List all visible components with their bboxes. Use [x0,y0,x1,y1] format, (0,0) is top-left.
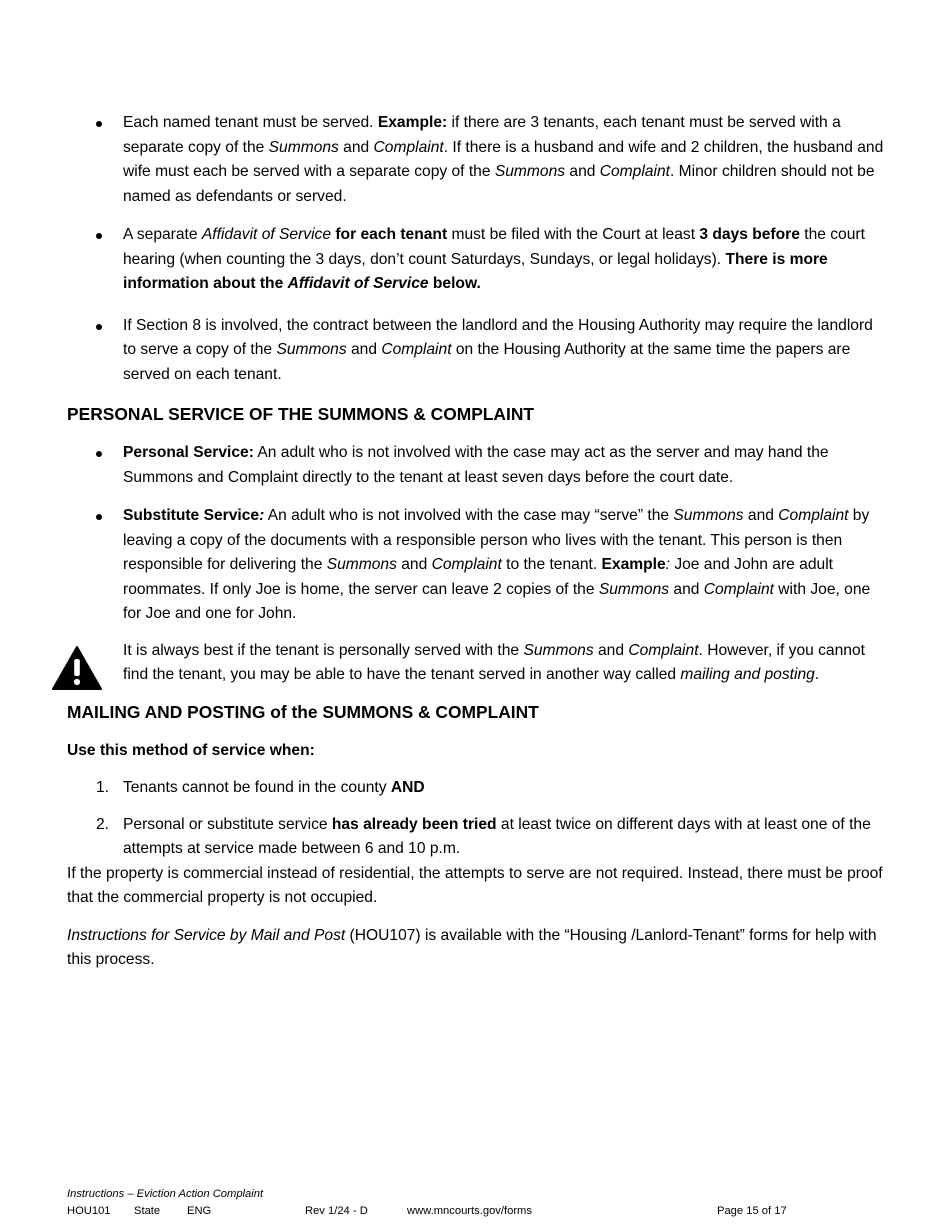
text-run: Complaint [628,641,699,659]
text-run: Personal Service: [123,444,254,461]
bullet-icon [96,121,102,127]
text-run: by leaving a copy of the documents with a responsible person who lives with the tenant. This person is then responsible for delivering the [123,507,870,573]
page-footer [67,1186,887,1220]
text-run: Tenants cannot be found in the county [123,779,391,796]
text-run: on the Housing Authority at the same time the papers are served on each tenant. [123,341,851,383]
list-item [67,441,887,490]
text-run: Complaint [778,507,849,524]
item-number: 2. [96,815,110,833]
text-run: Personal or substitute service [123,815,332,833]
form-state: State [134,1204,161,1217]
text-run: must be filed with the Court at least [447,226,700,243]
text-run: It is always best if the tenant is personally served with the [123,641,524,659]
text-run: and [338,138,374,156]
text-run: Complaint [703,580,774,598]
text-run: A separate [123,226,202,243]
text-run: and [669,580,704,598]
text-run: with Joe, one for Joe and one for John. [123,580,871,622]
footer-title: Instructions – Eviction Action Complaint [67,1188,264,1200]
commercial-note [67,862,887,911]
forms-url: www.mncourts.gov/forms [407,1204,532,1217]
footer-row [67,1203,887,1220]
paragraph [123,813,887,862]
list-item [67,504,887,627]
list-item [67,223,887,297]
text-run: and [565,163,600,180]
text-run: and [743,507,779,524]
instructions-note [67,924,887,973]
text-run: if there are 3 tenants, each tenant must be served with a separate copy of the [123,114,841,156]
text-run: : [259,507,265,524]
method-label: Use this method of service when: [67,741,315,759]
section-heading-mailing-posting: MAILING AND POSTING of the SUMMONS & COMPLAINT [67,701,539,722]
text-run: Substitute Service [123,507,260,524]
text-run: Affidavit of Service [201,226,332,243]
page-number: Page 15 of 17 [717,1204,787,1217]
paragraph [123,441,887,490]
text-run: Summons [523,641,594,659]
text-run: . Minor children should not be named as defendants or served. [123,163,875,205]
text-run: Summons [673,507,744,524]
text-run: Complaint [373,138,444,156]
warning-text [123,639,887,688]
text-run: Summons [326,556,397,573]
bullet-icon [96,451,102,457]
text-run: Summons [268,138,339,156]
bullet-icon [96,233,102,239]
text-run: Summons [276,341,347,358]
text-run: . [814,666,820,683]
numbered-item [67,813,887,862]
paragraph [123,776,887,801]
text-run: An adult who is not involved with the case may act as the server and may hand the Summons and Complaint directly to the tenant at least seven days before the court date. [123,444,829,486]
text-run: Complaint [381,341,452,358]
text-run: There is more information about the [123,250,828,292]
text-run: Summons [494,163,566,180]
text-run: Example: [377,114,448,131]
text-run: Summons [598,580,670,598]
text-run: An adult who is not involved with the case may “serve” the [264,507,674,524]
warning-callout [67,639,887,688]
text-run: below. [428,275,481,292]
numbered-item [67,776,887,801]
text-run: to the tenant. [501,556,602,573]
text-run: If Section 8 is involved, the contract between the landlord and the Housing Authority may require the landlord to serve a copy of the [123,316,873,358]
text-run: for each tenant [331,226,448,243]
text-run: mailing and posting [680,666,815,683]
text-run: 3 days before [699,226,800,243]
revision: Rev 1/24 - D [305,1204,368,1217]
paragraph [123,504,887,627]
list-item [67,314,887,388]
item-number: 1. [96,779,110,796]
text-run: the court hearing (when counting the 3 days, don’t count Saturdays, Sundays, or legal holidays). [123,226,865,268]
text-run: and [593,641,629,659]
document-body [67,111,887,973]
text-run: has already been tried [331,815,497,833]
text-run: . If there is a husband and wife and 2 children, the husband and wife must each be served with a separate copy of the [123,138,884,180]
text-run: Instructions for Service by Mail and Post [67,926,346,944]
form-code: HOU101 [67,1204,111,1217]
text-run: Each named tenant must be served. [123,114,378,131]
bullet-icon [96,324,102,330]
text-run: Affidavit of Service [287,275,429,292]
paragraph [123,314,887,388]
form-language: ENG [187,1204,212,1217]
text-run: AND [390,779,425,796]
text-run: Joe and John are adult roommates. If only Joe is home, the server can leave 2 copies of the [123,556,833,598]
warning-triangle-icon [51,645,103,691]
bullet-icon [96,514,102,520]
text-run: Example [601,556,666,573]
text-run: (HOU107) is available with the “Housing /Lanlord-Tenant” forms for help with this process. [67,926,877,968]
text-run: . However, if you cannot find the tenant, you may be able to have the tenant served in another way called [123,641,865,683]
paragraph [123,223,887,297]
text-run: Complaint [599,163,670,180]
text-run: at least twice on different days with at least one of the attempts at service made between 6 and 10 p.m. [123,815,871,857]
section-heading-personal-service: PERSONAL SERVICE OF THE SUMMONS & COMPLAINT [67,404,535,424]
text-run: Complaint [431,556,502,573]
text-run: If the property is commercial instead of residential, the attempts to serve are not required. Instead, there must be proof that the commercial property is not occupied. [67,864,883,906]
text-run: and [396,556,432,573]
text-run: : [665,556,670,573]
list-item [67,111,887,209]
text-run: and [346,341,382,358]
paragraph [123,111,887,209]
